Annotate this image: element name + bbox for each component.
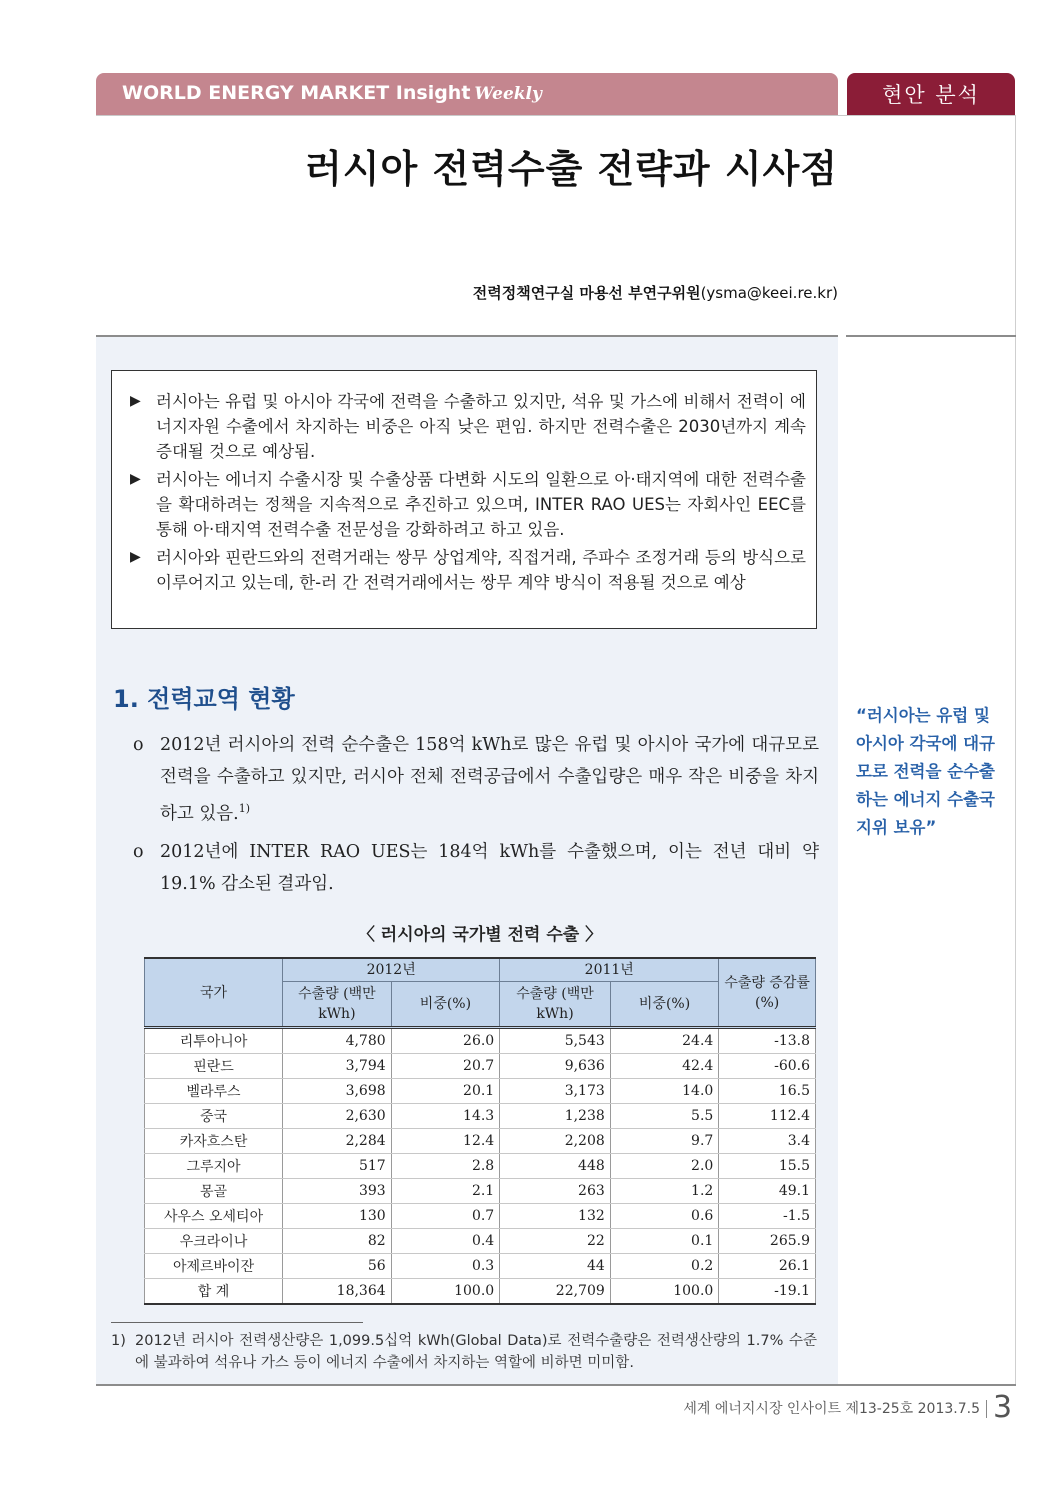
col-header-volume-2011: 수출량 (백만 kWh) bbox=[500, 982, 611, 1028]
col-header-country: 국가 bbox=[145, 958, 283, 1028]
cell-country: 리투아니아 bbox=[145, 1028, 283, 1054]
cell-country: 합 계 bbox=[145, 1279, 283, 1305]
cell-share-2012: 100.0 bbox=[391, 1279, 500, 1305]
triangle-bullet-icon: ▶ bbox=[130, 471, 141, 487]
cell-volume-2012: 4,780 bbox=[283, 1028, 392, 1054]
cell-share-2011: 42.4 bbox=[610, 1054, 719, 1079]
cell-share-2012: 2.8 bbox=[391, 1154, 500, 1179]
body-paragraph: o 2012년 러시아의 전력 순수출은 158억 kWh로 많은 유럽 및 아시아 국가에 대규모로 전력을 수출하고 있지만, 러시아 전체 전력공급에서 수출입량은 매우 작은 비중을 차지하고 있음.$^{1)}$ bbox=[133, 729, 819, 830]
table-row bbox=[145, 1054, 816, 1079]
table-row bbox=[145, 1229, 816, 1254]
cell-volume-2012: 393 bbox=[283, 1179, 392, 1204]
cell-change: 26.1 bbox=[719, 1254, 816, 1279]
cell-share-2011: 14.0 bbox=[610, 1079, 719, 1104]
cell-country: 사우스 오세티아 bbox=[145, 1204, 283, 1229]
table-row bbox=[145, 1204, 816, 1229]
cell-share-2012: 20.7 bbox=[391, 1054, 500, 1079]
circle-bullet-icon: o bbox=[133, 842, 144, 862]
cell-share-2011: 9.7 bbox=[610, 1129, 719, 1154]
cell-volume-2011: 2,208 bbox=[500, 1129, 611, 1154]
cell-volume-2011: 132 bbox=[500, 1204, 611, 1229]
cell-change: 3.4 bbox=[719, 1129, 816, 1154]
cell-share-2012: 20.1 bbox=[391, 1079, 500, 1104]
cell-share-2011: 0.2 bbox=[610, 1254, 719, 1279]
summary-item: ▶ 러시아와 핀란드와의 전력거래는 쌍무 상업계약, 직접거래, 주파수 조정거래 등의 방식으로 이루어지고 있는데, 한-러 간 전력거래에서는 쌍무 계약 방식이 적용될 것으로 예상 bbox=[130, 545, 806, 595]
cell-volume-2011: 448 bbox=[500, 1154, 611, 1179]
cell-country: 그루지아 bbox=[145, 1154, 283, 1179]
right-margin-rule bbox=[1015, 115, 1016, 1385]
cell-share-2012: 14.3 bbox=[391, 1104, 500, 1129]
author-email: (ysma@keei.re.kr) bbox=[700, 284, 838, 302]
series-title-weekly: Weekly bbox=[474, 84, 542, 104]
circle-bullet-icon: o bbox=[133, 735, 144, 755]
col-header-volume-2012: 수출량 (백만 kWh) bbox=[283, 982, 392, 1028]
article-title: 러시아 전력수출 전략과 시사점 bbox=[305, 147, 838, 191]
author-line bbox=[96, 282, 838, 303]
cell-country: 중국 bbox=[145, 1104, 283, 1129]
summary-item: ▶ 러시아는 유럽 및 아시아 각국에 전력을 수출하고 있지만, 석유 및 가스에 비해서 전력이 에너지자원 수출에서 차지하는 비중은 아직 낮은 편임. 하지만 전력수출은 2030년까지 계속 증대될 것으로 예상됨. bbox=[130, 389, 806, 464]
table-caption: 〈 러시아의 국가별 전력 수출 〉 bbox=[357, 925, 603, 945]
triangle-bullet-icon: ▶ bbox=[130, 393, 141, 409]
cell-country: 벨라루스 bbox=[145, 1079, 283, 1104]
body-paragraph: o 2012년에 INTER RAO UES는 184억 kWh를 수출했으며, 이는 전년 대비 약 19.1% 감소된 결과임. bbox=[133, 836, 819, 900]
cell-change: -1.5 bbox=[719, 1204, 816, 1229]
series-title-main: WORLD ENERGY MARKET Insight bbox=[122, 82, 471, 104]
triangle-bullet-icon: ▶ bbox=[130, 549, 141, 565]
footnote-rule bbox=[111, 1322, 363, 1323]
cell-change: -19.1 bbox=[719, 1279, 816, 1305]
cell-volume-2011: 9,636 bbox=[500, 1054, 611, 1079]
cell-country: 핀란드 bbox=[145, 1054, 283, 1079]
cell-share-2011: 5.5 bbox=[610, 1104, 719, 1129]
cell-share-2011: 0.1 bbox=[610, 1229, 719, 1254]
cell-country: 우크라이나 bbox=[145, 1229, 283, 1254]
cell-volume-2011: 263 bbox=[500, 1179, 611, 1204]
cell-volume-2012: 517 bbox=[283, 1154, 392, 1179]
summary-item: ▶ 러시아는 에너지 수출시장 및 수출상품 다변화 시도의 일환으로 아·태지역에 대한 전력수출을 확대하려는 정책을 지속적으로 추진하고 있으며, INTER RAO UES는 자회사인 EEC를 통해 아·태지역 전력수출 전문성을 강화하려고 하고 있음. bbox=[130, 467, 806, 542]
table-row bbox=[145, 1129, 816, 1154]
cell-change: 112.4 bbox=[719, 1104, 816, 1129]
cell-share-2011: 1.2 bbox=[610, 1179, 719, 1204]
cell-share-2011: 100.0 bbox=[610, 1279, 719, 1305]
table-row bbox=[145, 1254, 816, 1279]
footer-separator bbox=[986, 1400, 987, 1418]
cell-country: 카자흐스탄 bbox=[145, 1129, 283, 1154]
footnote-ref[interactable]: 1) bbox=[238, 802, 251, 815]
table-row bbox=[145, 1028, 816, 1054]
table-row bbox=[145, 1154, 816, 1179]
cell-volume-2012: 56 bbox=[283, 1254, 392, 1279]
cell-share-2012: 0.3 bbox=[391, 1254, 500, 1279]
cell-volume-2012: 3,794 bbox=[283, 1054, 392, 1079]
cell-country: 아제르바이잔 bbox=[145, 1254, 283, 1279]
cell-share-2012: 12.4 bbox=[391, 1129, 500, 1154]
col-header-share-2012: 비중(%) bbox=[391, 982, 500, 1028]
cell-share-2011: 2.0 bbox=[610, 1154, 719, 1179]
cell-volume-2011: 44 bbox=[500, 1254, 611, 1279]
footer-publication: 세계 에너지시장 인사이트 제13-25호 2013.7.5 bbox=[683, 1401, 980, 1417]
footnote: 1) 2012년 러시아 전력생산량은 1,099.5십억 kWh(Global Data)로 전력수출량은 전력생산량의 1.7% 수준에 불과하여 석유나 가스 등이 에너지 수출에서 차지하는 역할에 비하면 미미함. bbox=[111, 1333, 817, 1371]
cell-volume-2012: 82 bbox=[283, 1229, 392, 1254]
series-title bbox=[122, 82, 542, 104]
cell-country: 몽골 bbox=[145, 1179, 283, 1204]
cell-share-2012: 0.4 bbox=[391, 1229, 500, 1254]
col-header-share-2011: 비중(%) bbox=[610, 982, 719, 1028]
cell-change: 265.9 bbox=[719, 1229, 816, 1254]
page-number: 3 bbox=[993, 1390, 1013, 1425]
author-name: 전력정책연구실 마용선 부연구위원 bbox=[472, 284, 701, 302]
section-heading: 1. 전력교역 현황 bbox=[113, 685, 295, 713]
col-header-change: 수출량 증감률(%) bbox=[719, 958, 816, 1028]
cell-change: -13.8 bbox=[719, 1028, 816, 1054]
table-row bbox=[145, 1279, 816, 1305]
content-bottom-rule bbox=[96, 1384, 1016, 1386]
cell-share-2011: 0.6 bbox=[610, 1204, 719, 1229]
cell-volume-2012: 18,364 bbox=[283, 1279, 392, 1305]
cell-share-2012: 26.0 bbox=[391, 1028, 500, 1054]
export-table bbox=[144, 957, 816, 1305]
cell-share-2012: 2.1 bbox=[391, 1179, 500, 1204]
cell-volume-2011: 22 bbox=[500, 1229, 611, 1254]
section-tab: 현안 분석 bbox=[847, 73, 1015, 115]
cell-change: -60.6 bbox=[719, 1054, 816, 1079]
table-row bbox=[145, 1104, 816, 1129]
cell-volume-2011: 3,173 bbox=[500, 1079, 611, 1104]
cell-volume-2012: 2,284 bbox=[283, 1129, 392, 1154]
cell-volume-2012: 2,630 bbox=[283, 1104, 392, 1129]
cell-share-2011: 24.4 bbox=[610, 1028, 719, 1054]
pull-quote: “러시아는 유럽 및 아시아 각국에 대규모로 전력을 순수출하는 에너지 수출국 지위 보유” bbox=[856, 706, 996, 837]
cell-volume-2012: 130 bbox=[283, 1204, 392, 1229]
sidebar-top-rule bbox=[846, 335, 1016, 337]
cell-volume-2011: 22,709 bbox=[500, 1279, 611, 1305]
summary-box bbox=[111, 370, 817, 629]
cell-change: 15.5 bbox=[719, 1154, 816, 1179]
cell-change: 16.5 bbox=[719, 1079, 816, 1104]
header-bar bbox=[96, 73, 838, 115]
cell-volume-2011: 5,543 bbox=[500, 1028, 611, 1054]
table-row bbox=[145, 1079, 816, 1104]
cell-volume-2012: 3,698 bbox=[283, 1079, 392, 1104]
cell-volume-2011: 1,238 bbox=[500, 1104, 611, 1129]
col-header-2012: 2012년 bbox=[283, 958, 500, 982]
cell-share-2012: 0.7 bbox=[391, 1204, 500, 1229]
cell-change: 49.1 bbox=[719, 1179, 816, 1204]
table-row bbox=[145, 1179, 816, 1204]
header-divider bbox=[96, 115, 1016, 116]
col-header-2011: 2011년 bbox=[500, 958, 719, 982]
